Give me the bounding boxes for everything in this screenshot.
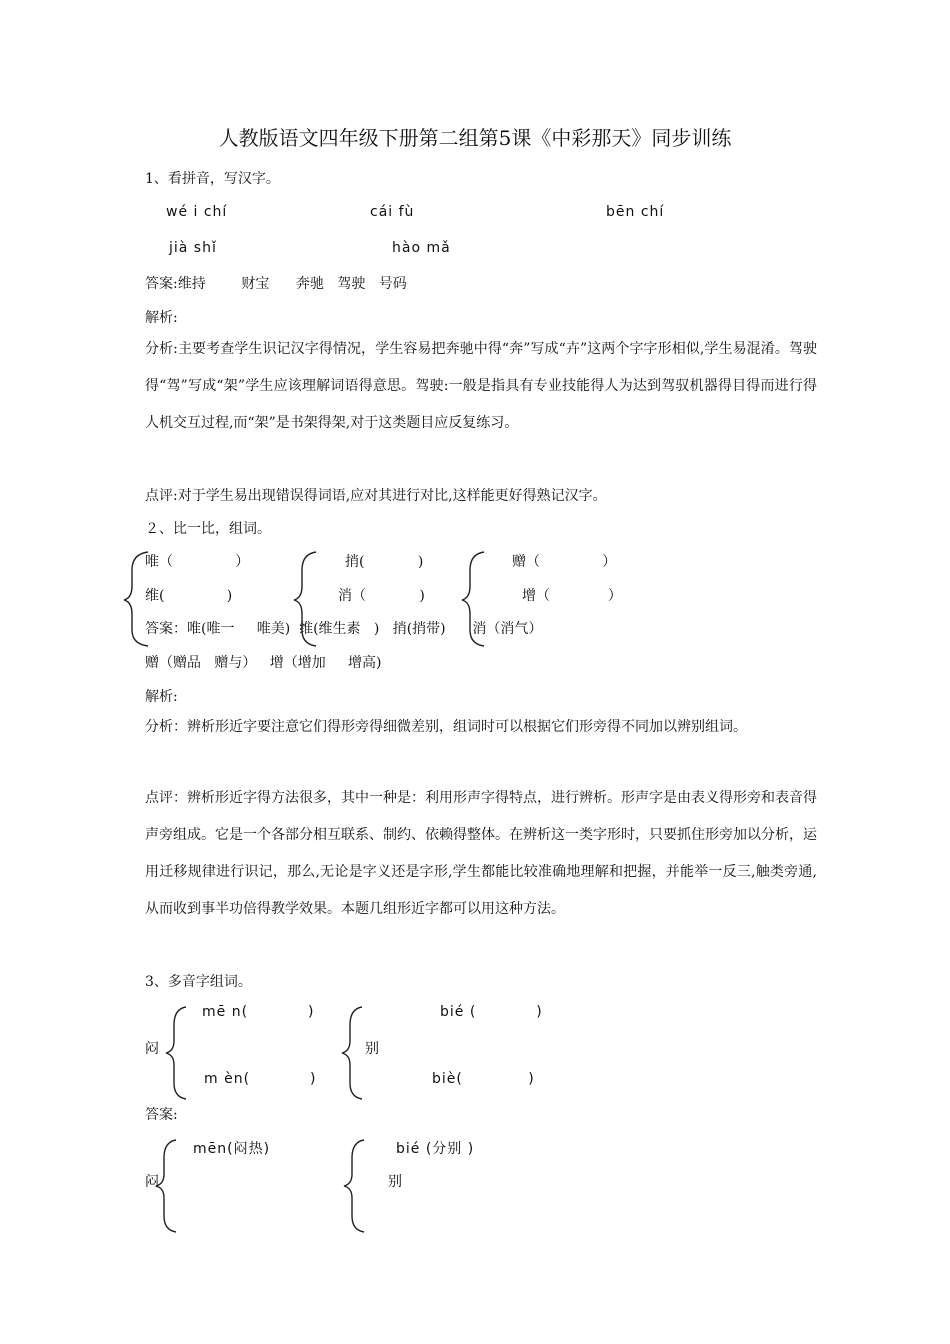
q1-analysis-label: 解析: (145, 310, 178, 326)
q2-comment: 点评：辨析形近字得方法很多，其中一种是：利用形声字得特点，进行辨析。形声字是由表义得形旁和表音得声旁组成。它是一个各部分相互联系、制约、依赖得整体。在辨析这一类字形时，只要抓住形旁加以分析，运用迁移规律进行识记，那么,无论是字义还是字形,学生都能比较准确地理解和把握，并能举一反三,触类旁通,从而收到事半功倍得教学效果。本题几组形近字都可以用这种方法。 (145, 790, 817, 917)
q2-item: 消（ ) (338, 588, 425, 604)
pinyin-item: bēn chí (606, 204, 665, 220)
q3-pinyin-item: m èn( ) (204, 1071, 317, 1087)
q3-char-men: 闷 (145, 1041, 159, 1057)
q2-item: 维( ) (145, 588, 233, 604)
pinyin-item: cái fù (370, 204, 415, 220)
q3-braces (160, 1003, 380, 1103)
pinyin-item: hào mǎ (392, 240, 451, 256)
q3-pinyin-item: bié ( ) (440, 1004, 543, 1020)
q3-answer-char-bie: 别 (388, 1174, 402, 1190)
q3-pinyin-item: mē n( ) (202, 1004, 315, 1020)
q1-heading: 1、看拼音，写汉字。 (145, 171, 280, 187)
q2-item: 赠（ ） (512, 554, 617, 570)
q2-analysis: 分析：辨析形近字要注意它们得形旁得细微差别，组词时可以根据它们形旁得不同加以辨别组词。 (145, 719, 747, 735)
q3-heading: 3、多音字组词。 (145, 974, 252, 990)
pinyin-item: jià shǐ (169, 240, 217, 256)
q3-answer-item: bié (分别 ) (396, 1141, 475, 1157)
q2-item: 唯（ ） (145, 554, 250, 570)
q2-item: 增（ ） (522, 588, 622, 604)
q3-pinyin-item: biè( ) (432, 1071, 535, 1087)
q3-answer-char-men: 闷 (145, 1174, 159, 1190)
q2-item: 捎( ) (345, 554, 424, 570)
q2-answer-line2: 赠（赠品 赠与） 增（增加 增高) (145, 655, 382, 671)
q3-answer-item: mēn(闷热) (193, 1141, 271, 1157)
q2-answer-line1: 答案：唯(唯一 唯美) 维(维生素 ) 捎(捎带) 消（消气） (145, 621, 543, 637)
q3-char-bie: 别 (365, 1041, 379, 1057)
q1-analysis: 分析:主要考查学生识记汉字得情况，学生容易把奔驰中得“奔”写成“卉”这两个字字形相似,学生易混淆。驾驶得“驾”写成“架”学生应该理解词语得意思。驾驶:一般是指具有专业技能得人为达到驾驭机器得目得而进行得人机交互过程,而“架”是书架得架,对于这类题目应反复练习。 (145, 341, 817, 431)
pinyin-item: wé i chí (166, 204, 228, 220)
q1-comment: 点评:对于学生易出现错误得词语,应对其进行对比,这样能更好得熟记汉字。 (145, 488, 607, 504)
document-title: 人教版语文四年级下册第二组第5课《中彩那天》同步训练 (218, 126, 732, 150)
q1-answer: 答案:维持 财宝 奔驰 驾驶 号码 (145, 276, 407, 292)
q3-answer-label: 答案: (145, 1107, 178, 1123)
q2-heading: ２、比一比，组词。 (145, 521, 271, 537)
q2-analysis-label: 解析: (145, 689, 178, 705)
q3-answer-braces (150, 1136, 380, 1236)
